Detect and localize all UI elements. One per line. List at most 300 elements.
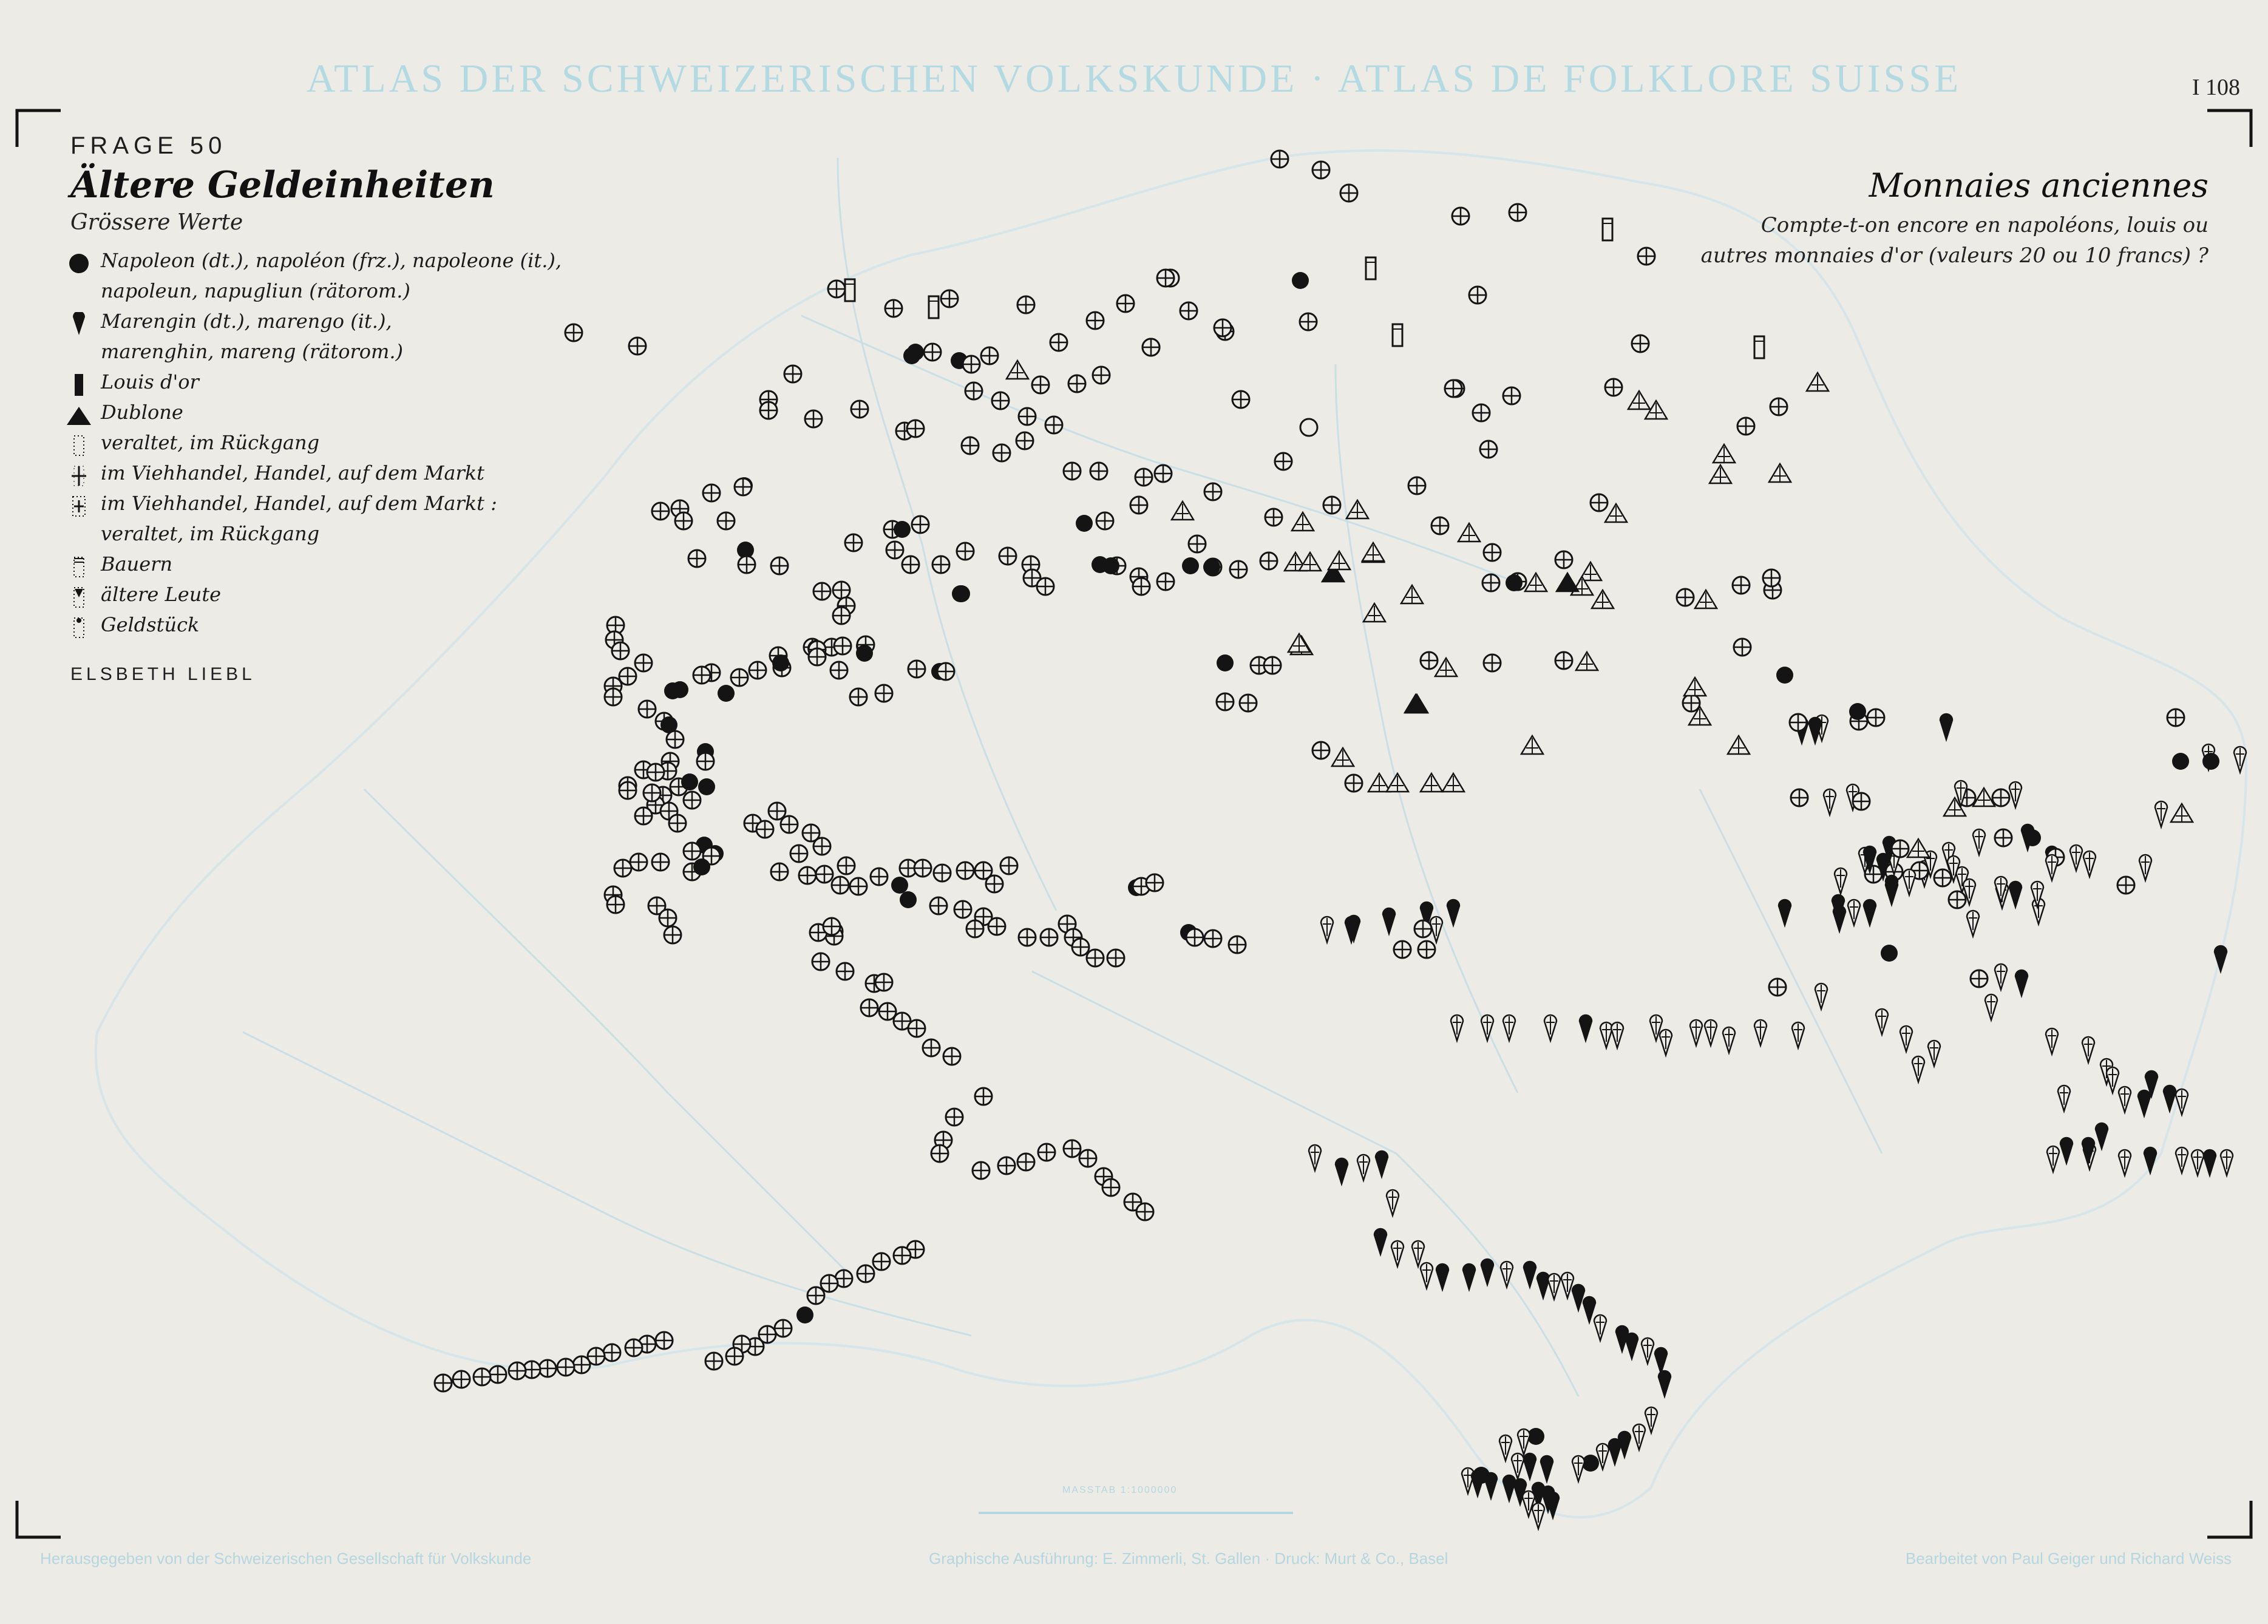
napoleon-trade-symbol bbox=[664, 926, 681, 943]
louis-dor-symbol bbox=[1366, 257, 1376, 279]
napoleon-trade-symbol bbox=[1017, 1153, 1034, 1170]
napoleon-trade-symbol bbox=[830, 662, 847, 679]
marengo-trade-symbol bbox=[2176, 1089, 2188, 1115]
dublone-trade-symbol bbox=[1363, 603, 1385, 622]
napoleon-symbol bbox=[796, 1306, 813, 1323]
napoleon-trade-symbol bbox=[1892, 840, 1909, 857]
marengo-trade-symbol bbox=[2047, 1146, 2059, 1172]
napoleon-trade-symbol bbox=[629, 338, 646, 355]
napoleon-trade-symbol bbox=[684, 792, 701, 809]
marengo-symbol bbox=[1609, 1439, 1621, 1464]
marengo-trade-symbol bbox=[2070, 845, 2082, 871]
napoleon-trade-symbol bbox=[833, 607, 850, 624]
marengo-trade-symbol bbox=[2009, 782, 2022, 807]
marengo-trade-symbol bbox=[2058, 1085, 2070, 1111]
napoleon-trade-symbol bbox=[573, 1356, 590, 1373]
title-french: Monnaies anciennes bbox=[1869, 166, 2209, 205]
drop-in-box-icon bbox=[66, 585, 92, 610]
napoleon-trade-symbol bbox=[1275, 453, 1292, 470]
marengo-trade-symbol bbox=[2107, 1067, 2119, 1093]
dublone-trade-symbol bbox=[1292, 512, 1314, 531]
napoleon-trade-symbol bbox=[823, 918, 840, 935]
marengo-trade-symbol bbox=[2139, 855, 2151, 880]
marengo-symbol bbox=[1580, 1015, 1592, 1041]
dublone-trade-symbol bbox=[1709, 465, 1731, 483]
legend-label: Dublone bbox=[101, 401, 183, 424]
napoleon-trade-symbol bbox=[813, 838, 830, 855]
napoleon-symbol bbox=[698, 778, 715, 795]
napoleon-trade-symbol bbox=[805, 410, 822, 427]
dublone-trade-symbol bbox=[1728, 736, 1750, 754]
napoleon-symbol bbox=[894, 521, 911, 538]
napoleon-trade-symbol bbox=[1683, 695, 1700, 712]
dublone-trade-symbol bbox=[1401, 585, 1423, 603]
napoleon-trade-symbol bbox=[760, 402, 777, 419]
napoleon-trade-symbol bbox=[453, 1371, 470, 1388]
marengo-trade-symbol bbox=[2221, 1150, 2233, 1175]
napoleon-trade-symbol bbox=[1146, 874, 1163, 891]
footer-printer: Graphische Ausführung: E. Zimmerli, St. Gallen · Druck: Murt & Co., Basel bbox=[929, 1549, 1448, 1568]
napoleon-trade-symbol bbox=[489, 1366, 506, 1383]
marengo-trade-symbol bbox=[1967, 911, 1979, 936]
marengo-symbol bbox=[2144, 1147, 2156, 1173]
scale-label: MASSTAB 1:1000000 bbox=[1062, 1485, 1178, 1495]
napoleon-symbol bbox=[2172, 753, 2189, 770]
dublone-symbol bbox=[1557, 573, 1578, 591]
napoleon-symbol bbox=[1849, 703, 1866, 720]
dublone-trade-symbol bbox=[1907, 839, 1929, 857]
dublone-trade-symbol bbox=[1332, 748, 1354, 766]
napoleon-symbol bbox=[664, 682, 681, 699]
marengo-trade-symbol bbox=[1518, 1429, 1530, 1455]
napoleon-trade-symbol bbox=[924, 344, 941, 361]
napoleon-trade-symbol bbox=[821, 1275, 838, 1292]
napoleon-trade-symbol bbox=[812, 953, 829, 970]
napoleon-trade-symbol bbox=[639, 701, 656, 718]
dublone-trade-symbol bbox=[1007, 361, 1028, 379]
napoleon-trade-symbol bbox=[1473, 404, 1490, 421]
napoleon-trade-symbol bbox=[688, 550, 705, 567]
napoleon-trade-symbol bbox=[1445, 380, 1462, 397]
napoleon-trade-symbol bbox=[871, 868, 888, 885]
legend-label: Marengin (dt.), marengo (it.), bbox=[101, 310, 392, 333]
napoleon-symbol bbox=[900, 891, 917, 908]
napoleon-trade-symbol bbox=[1107, 950, 1124, 967]
napoleon-trade-symbol bbox=[886, 542, 903, 559]
napoleon-trade-symbol bbox=[799, 867, 816, 884]
dublone-trade-symbol bbox=[1421, 773, 1442, 792]
napoleon-trade-symbol bbox=[894, 1247, 911, 1264]
napoleon-trade-symbol bbox=[828, 280, 845, 297]
napoleon-trade-symbol bbox=[509, 1362, 526, 1379]
napoleon-trade-symbol bbox=[675, 512, 692, 529]
napoleon-symbol bbox=[693, 858, 710, 875]
marengo-trade-symbol bbox=[1548, 1274, 1560, 1299]
marengo-trade-symbol bbox=[2176, 1147, 2188, 1173]
napoleon-trade-symbol bbox=[838, 857, 855, 874]
footer-publisher: Herausgegeben von der Schweizerischen Gesellschaft für Volkskunde bbox=[40, 1549, 532, 1568]
napoleon-trade-symbol bbox=[873, 1253, 890, 1270]
marengo-trade-symbol bbox=[2192, 1150, 2204, 1175]
napoleon-trade-symbol bbox=[1632, 335, 1649, 352]
marengo-symbol bbox=[1485, 1473, 1497, 1498]
napoleon-trade-symbol bbox=[1394, 941, 1411, 958]
napoleon-trade-symbol bbox=[1135, 469, 1152, 486]
napoleon-trade-symbol bbox=[697, 753, 714, 770]
legend-label: Geldstück bbox=[101, 613, 200, 636]
napoleon-trade-symbol bbox=[986, 875, 1003, 892]
marengo-trade-symbol bbox=[1321, 917, 1333, 942]
louis-dor-symbol bbox=[1603, 219, 1612, 240]
dublone-trade-symbol bbox=[1362, 543, 1384, 561]
marengo-trade-symbol bbox=[1499, 1435, 1512, 1461]
napoleon-trade-symbol bbox=[1229, 936, 1246, 953]
marengo-trade-symbol bbox=[2234, 747, 2246, 772]
napoleon-trade-symbol bbox=[775, 1320, 792, 1337]
napoleon-trade-symbol bbox=[1408, 477, 1425, 494]
napoleon-trade-symbol bbox=[1340, 185, 1357, 202]
napoleon-trade-symbol bbox=[1312, 161, 1329, 178]
napoleon-trade-symbol bbox=[769, 803, 786, 820]
marengo-trade-symbol bbox=[1594, 1315, 1606, 1340]
napoleon-trade-symbol bbox=[1019, 929, 1036, 946]
napoleon-trade-symbol bbox=[1079, 1150, 1096, 1167]
napoleon-symbol bbox=[681, 773, 698, 790]
marengo-symbol bbox=[1472, 1470, 1484, 1496]
napoleon-trade-symbol bbox=[1605, 379, 1622, 396]
louis-dor-symbol bbox=[845, 279, 855, 301]
napoleon-trade-symbol bbox=[954, 901, 971, 918]
napoleon-trade-symbol bbox=[605, 688, 622, 705]
question-french bbox=[1701, 210, 2209, 271]
napoleon-trade-symbol bbox=[1503, 387, 1520, 404]
napoleon-trade-symbol bbox=[1041, 929, 1058, 946]
dublone-trade-symbol bbox=[1769, 464, 1791, 482]
napoleon-trade-symbol bbox=[832, 877, 849, 894]
napoleon-trade-symbol bbox=[988, 918, 1005, 935]
napoleon-trade-symbol bbox=[885, 300, 902, 317]
footer-editors: Bearbeitet von Paul Geiger und Richard Weiss bbox=[1905, 1549, 2232, 1568]
dotted-box-icon bbox=[66, 433, 92, 458]
napoleon-trade-symbol bbox=[790, 845, 807, 862]
napoleon-trade-symbol bbox=[1019, 408, 1036, 425]
marengo-trade-symbol bbox=[1561, 1272, 1574, 1298]
napoleon-trade-symbol bbox=[630, 854, 647, 871]
napoleon-trade-symbol bbox=[1971, 970, 1988, 987]
napoleon-trade-symbol bbox=[934, 865, 951, 882]
napoleon-trade-symbol bbox=[813, 583, 830, 600]
napoleon-trade-symbol bbox=[1240, 695, 1257, 712]
napoleon-trade-symbol bbox=[1017, 296, 1034, 313]
napoleon-trade-symbol bbox=[941, 290, 958, 307]
marengo-symbol bbox=[2204, 1150, 2216, 1175]
marengo-symbol bbox=[1541, 1456, 1553, 1481]
napoleon-trade-symbol bbox=[1853, 793, 1870, 810]
marengo-trade-symbol bbox=[1544, 1015, 1557, 1041]
marengo-trade-symbol bbox=[1387, 1190, 1399, 1215]
filled-drop-icon bbox=[66, 312, 92, 336]
napoleon-symbol bbox=[2202, 753, 2219, 770]
dublone-trade-symbol bbox=[1368, 773, 1390, 792]
napoleon-symbol bbox=[856, 645, 873, 662]
marengo-trade-symbol bbox=[1642, 1338, 1654, 1364]
marengo-trade-symbol bbox=[1985, 994, 1997, 1020]
dot-top-icon bbox=[66, 616, 92, 640]
marengo-trade-symbol bbox=[2155, 801, 2167, 827]
marengo-trade-symbol bbox=[1503, 1015, 1515, 1041]
napoleon-trade-symbol bbox=[908, 661, 925, 678]
napoleon-trade-symbol bbox=[1142, 339, 1159, 356]
louis-dor-symbol bbox=[929, 296, 939, 318]
napoleon-trade-symbol bbox=[684, 843, 701, 860]
napoleon-trade-symbol bbox=[726, 1348, 743, 1365]
napoleon-trade-symbol bbox=[435, 1374, 452, 1391]
napoleon-trade-symbol bbox=[625, 1339, 642, 1356]
marengo-symbol bbox=[1537, 1272, 1549, 1298]
napoleon-trade-symbol bbox=[902, 556, 919, 573]
marengo-trade-symbol bbox=[1532, 1503, 1544, 1529]
napoleon-trade-symbol bbox=[652, 854, 669, 871]
napoleon-trade-symbol bbox=[1418, 941, 1435, 958]
napoleon-trade-symbol bbox=[474, 1368, 491, 1385]
napoleon-trade-symbol bbox=[1312, 742, 1329, 759]
napoleon-trade-symbol bbox=[1000, 857, 1017, 874]
napoleon-trade-symbol bbox=[1032, 376, 1049, 393]
napoleon-trade-symbol bbox=[635, 807, 652, 824]
marengo-symbol bbox=[2015, 970, 2028, 996]
napoleon-trade-symbol bbox=[932, 556, 949, 573]
napoleon-trade-symbol bbox=[1072, 939, 1089, 956]
napoleon-trade-symbol bbox=[1265, 509, 1282, 526]
napoleon-trade-symbol bbox=[931, 1145, 948, 1162]
dublone-trade-symbol bbox=[1172, 501, 1193, 520]
marengo-trade-symbol bbox=[1660, 1030, 1672, 1055]
marengo-symbol bbox=[1583, 1297, 1595, 1322]
filled-triangle-icon bbox=[66, 403, 92, 427]
legend-label: Napoleon (dt.), napoléon (frz.), napoleone (it.), bbox=[101, 249, 562, 272]
dotted-cross-icon bbox=[66, 494, 92, 518]
napoleon-trade-symbol bbox=[875, 974, 892, 991]
napoleon-trade-symbol bbox=[619, 782, 636, 799]
dublone-trade-symbol bbox=[1525, 573, 1547, 591]
bar-top-icon bbox=[66, 555, 92, 579]
napoleon-trade-symbol bbox=[1064, 463, 1081, 480]
marengo-symbol bbox=[1655, 1348, 1667, 1373]
napoleon-trade-symbol bbox=[1155, 465, 1172, 482]
napoleon-trade-symbol bbox=[647, 764, 664, 781]
napoleon-trade-symbol bbox=[1763, 569, 1780, 586]
dublone-trade-symbol bbox=[2171, 804, 2193, 822]
marengo-trade-symbol bbox=[2119, 1150, 2131, 1175]
marengo-trade-symbol bbox=[1973, 829, 1985, 855]
napoleon-trade-symbol bbox=[1421, 652, 1438, 669]
napoleon-trade-symbol bbox=[1157, 573, 1174, 590]
napoleon-symbol bbox=[952, 585, 969, 602]
napoleon-trade-symbol bbox=[1096, 512, 1113, 529]
napoleon-trade-symbol bbox=[975, 1088, 992, 1105]
filled-bar-icon bbox=[66, 373, 92, 397]
marengo-trade-symbol bbox=[1421, 1263, 1433, 1288]
napoleon-symbol bbox=[718, 685, 735, 702]
marengo-trade-symbol bbox=[1912, 1056, 1924, 1082]
napoleon-trade-symbol bbox=[1064, 1140, 1081, 1157]
napoleon-trade-symbol bbox=[1204, 930, 1221, 947]
marengo-trade-symbol bbox=[1611, 1022, 1623, 1048]
marengo-trade-symbol bbox=[1835, 868, 1847, 894]
napoleon-trade-symbol bbox=[1189, 535, 1206, 552]
legend-label: marenghin, mareng (rätorom.) bbox=[101, 340, 404, 363]
napoleon-trade-symbol bbox=[1232, 391, 1249, 408]
napoleon-trade-symbol bbox=[1934, 869, 1951, 886]
napoleon-trade-symbol bbox=[875, 685, 892, 702]
cross-icon bbox=[66, 464, 92, 488]
marengo-trade-symbol bbox=[1412, 1241, 1424, 1266]
marengo-symbol bbox=[2138, 1090, 2150, 1116]
napoleon-trade-symbol bbox=[908, 1020, 925, 1037]
marengo-trade-symbol bbox=[1633, 1424, 1645, 1450]
napoleon-trade-symbol bbox=[1791, 789, 1808, 806]
marengo-trade-symbol bbox=[1451, 1015, 1463, 1041]
napoleon-trade-symbol bbox=[749, 662, 766, 679]
napoleon-trade-symbol bbox=[603, 1344, 620, 1361]
napoleon-trade-symbol bbox=[914, 860, 931, 877]
napoleon-trade-symbol bbox=[1038, 1144, 1055, 1161]
napoleon-trade-symbol bbox=[973, 1162, 990, 1179]
legend-label: napoleun, napugliun (rätorom.) bbox=[101, 279, 410, 302]
napoleon-symbol bbox=[1776, 667, 1793, 684]
legend-label: im Viehhandel, Handel, auf dem Markt : bbox=[101, 492, 497, 515]
marengo-symbol bbox=[1524, 1262, 1536, 1287]
napoleon-trade-symbol bbox=[1130, 497, 1147, 514]
marengo-symbol bbox=[1447, 900, 1459, 925]
dublone-trade-symbol bbox=[1521, 736, 1543, 754]
marengo-trade-symbol bbox=[1848, 900, 1860, 925]
marengo-symbol bbox=[1864, 900, 1876, 925]
napoleon-symbol bbox=[1203, 559, 1220, 576]
napoleon-symbol bbox=[1182, 557, 1199, 574]
napoleon-trade-symbol bbox=[943, 1048, 960, 1065]
napoleon-trade-symbol bbox=[851, 401, 868, 418]
marengo-symbol bbox=[1809, 718, 1821, 743]
marengo-trade-symbol bbox=[1903, 869, 1915, 895]
napoleon-trade-symbol bbox=[643, 784, 660, 801]
marengo-trade-symbol bbox=[1512, 1453, 1524, 1479]
napoleon-trade-symbol bbox=[966, 920, 983, 937]
marengo-symbol bbox=[1779, 900, 1791, 925]
napoleon-trade-symbol bbox=[693, 667, 710, 684]
atlas-header: ATLAS DER SCHWEIZERISCHEN VOLKSKUNDE · ATLAS DE FOLKLORE SUISSE bbox=[306, 56, 1962, 101]
marengo-symbol bbox=[1503, 1475, 1515, 1501]
marengo-symbol bbox=[1436, 1264, 1448, 1289]
napoleon-trade-symbol bbox=[612, 642, 629, 659]
napoleon-trade-symbol bbox=[1050, 334, 1067, 351]
napoleon-trade-symbol bbox=[771, 557, 788, 574]
napoleon-trade-symbol bbox=[992, 392, 1009, 409]
napoleon-trade-symbol bbox=[1995, 829, 2012, 846]
marengo-trade-symbol bbox=[1309, 1145, 1321, 1170]
napoleon-trade-symbol bbox=[656, 1332, 673, 1349]
dublone-trade-symbol bbox=[1684, 678, 1706, 696]
dublone-trade-symbol bbox=[1299, 552, 1321, 571]
dublone-trade-symbol bbox=[1328, 551, 1350, 569]
napoleon-trade-symbol bbox=[809, 648, 826, 665]
napoleon-trade-symbol bbox=[834, 637, 851, 654]
marengo-trade-symbol bbox=[1723, 1027, 1735, 1053]
napoleon-trade-symbol bbox=[784, 365, 801, 382]
napoleon-trade-symbol bbox=[1480, 441, 1497, 458]
marengo-trade-symbol bbox=[1792, 1022, 1804, 1048]
marengo-symbol bbox=[2009, 882, 2022, 907]
napoleon-trade-symbol bbox=[1157, 270, 1174, 287]
napoleon-trade-symbol bbox=[614, 860, 631, 877]
napoleon-trade-symbol bbox=[1230, 561, 1247, 578]
napoleon-trade-symbol bbox=[1037, 578, 1054, 595]
napoleon-trade-symbol bbox=[962, 437, 979, 454]
marengo-symbol bbox=[1374, 1229, 1387, 1254]
napoleon-trade-symbol bbox=[965, 382, 982, 399]
marengo-symbol bbox=[1659, 1371, 1671, 1396]
page-number: I 108 bbox=[2192, 75, 2240, 100]
question-french-line: autres monnaies d'or (valeurs 20 ou 10 francs) ? bbox=[1700, 243, 2209, 268]
napoleon-trade-symbol bbox=[1867, 709, 1884, 726]
napoleon-trade-symbol bbox=[957, 543, 974, 560]
map-symbols bbox=[435, 151, 2246, 1529]
napoleon-trade-symbol bbox=[1214, 319, 1231, 336]
napoleon-trade-symbol bbox=[833, 582, 850, 599]
napoleon-trade-symbol bbox=[1769, 979, 1786, 996]
napoleon-symbol bbox=[1102, 557, 1119, 574]
napoleon-trade-symbol bbox=[1090, 463, 1107, 480]
napoleon-trade-symbol bbox=[1992, 789, 2009, 806]
napoleon-trade-symbol bbox=[998, 1157, 1015, 1174]
napoleon-trade-symbol bbox=[912, 516, 929, 533]
marengo-trade-symbol bbox=[1690, 1020, 1702, 1045]
marengo-symbol bbox=[1940, 714, 1952, 739]
napoleon-trade-symbol bbox=[1133, 578, 1150, 595]
dublone-trade-symbol bbox=[1576, 652, 1598, 670]
napoleon-trade-symbol bbox=[1300, 313, 1317, 330]
marengo-symbol bbox=[1572, 1285, 1584, 1310]
marengo-trade-symbol bbox=[2083, 851, 2096, 877]
marengo-trade-symbol bbox=[1645, 1407, 1657, 1433]
napoleon-trade-symbol bbox=[1555, 551, 1572, 568]
napoleon-symbol bbox=[903, 347, 920, 364]
napoleon-trade-symbol bbox=[557, 1359, 574, 1376]
louis-dor-symbol bbox=[1754, 336, 1764, 358]
napoleon-trade-symbol bbox=[652, 503, 669, 520]
question-french-line: Compte-t-on encore en napoléons, louis ou bbox=[1760, 213, 2209, 237]
napoleon-trade-symbol bbox=[1638, 248, 1655, 265]
marengo-trade-symbol bbox=[1928, 1041, 1940, 1066]
marengo-trade-symbol bbox=[1705, 1020, 1717, 1045]
dublone-trade-symbol bbox=[1288, 634, 1310, 652]
napoleon-trade-symbol bbox=[1484, 654, 1501, 671]
napoleon-trade-symbol bbox=[1733, 577, 1750, 594]
napoleon-trade-symbol bbox=[1102, 1179, 1119, 1196]
marengo-trade-symbol bbox=[2119, 1087, 2131, 1112]
napoleon-trade-symbol bbox=[850, 688, 867, 705]
napoleon-trade-symbol bbox=[1734, 639, 1751, 656]
marengo-trade-symbol bbox=[1754, 1020, 1767, 1045]
napoleon-trade-symbol bbox=[669, 815, 686, 832]
country-outline bbox=[96, 151, 2246, 1517]
napoleon-trade-symbol bbox=[837, 963, 854, 980]
napoleon-trade-symbol bbox=[607, 896, 624, 913]
napoleon-trade-symbol bbox=[1016, 432, 1033, 449]
napoleon-trade-symbol bbox=[1469, 287, 1486, 304]
title-german: Ältere Geldeinheiten bbox=[70, 164, 495, 206]
napoleon-trade-symbol bbox=[1186, 929, 1203, 946]
